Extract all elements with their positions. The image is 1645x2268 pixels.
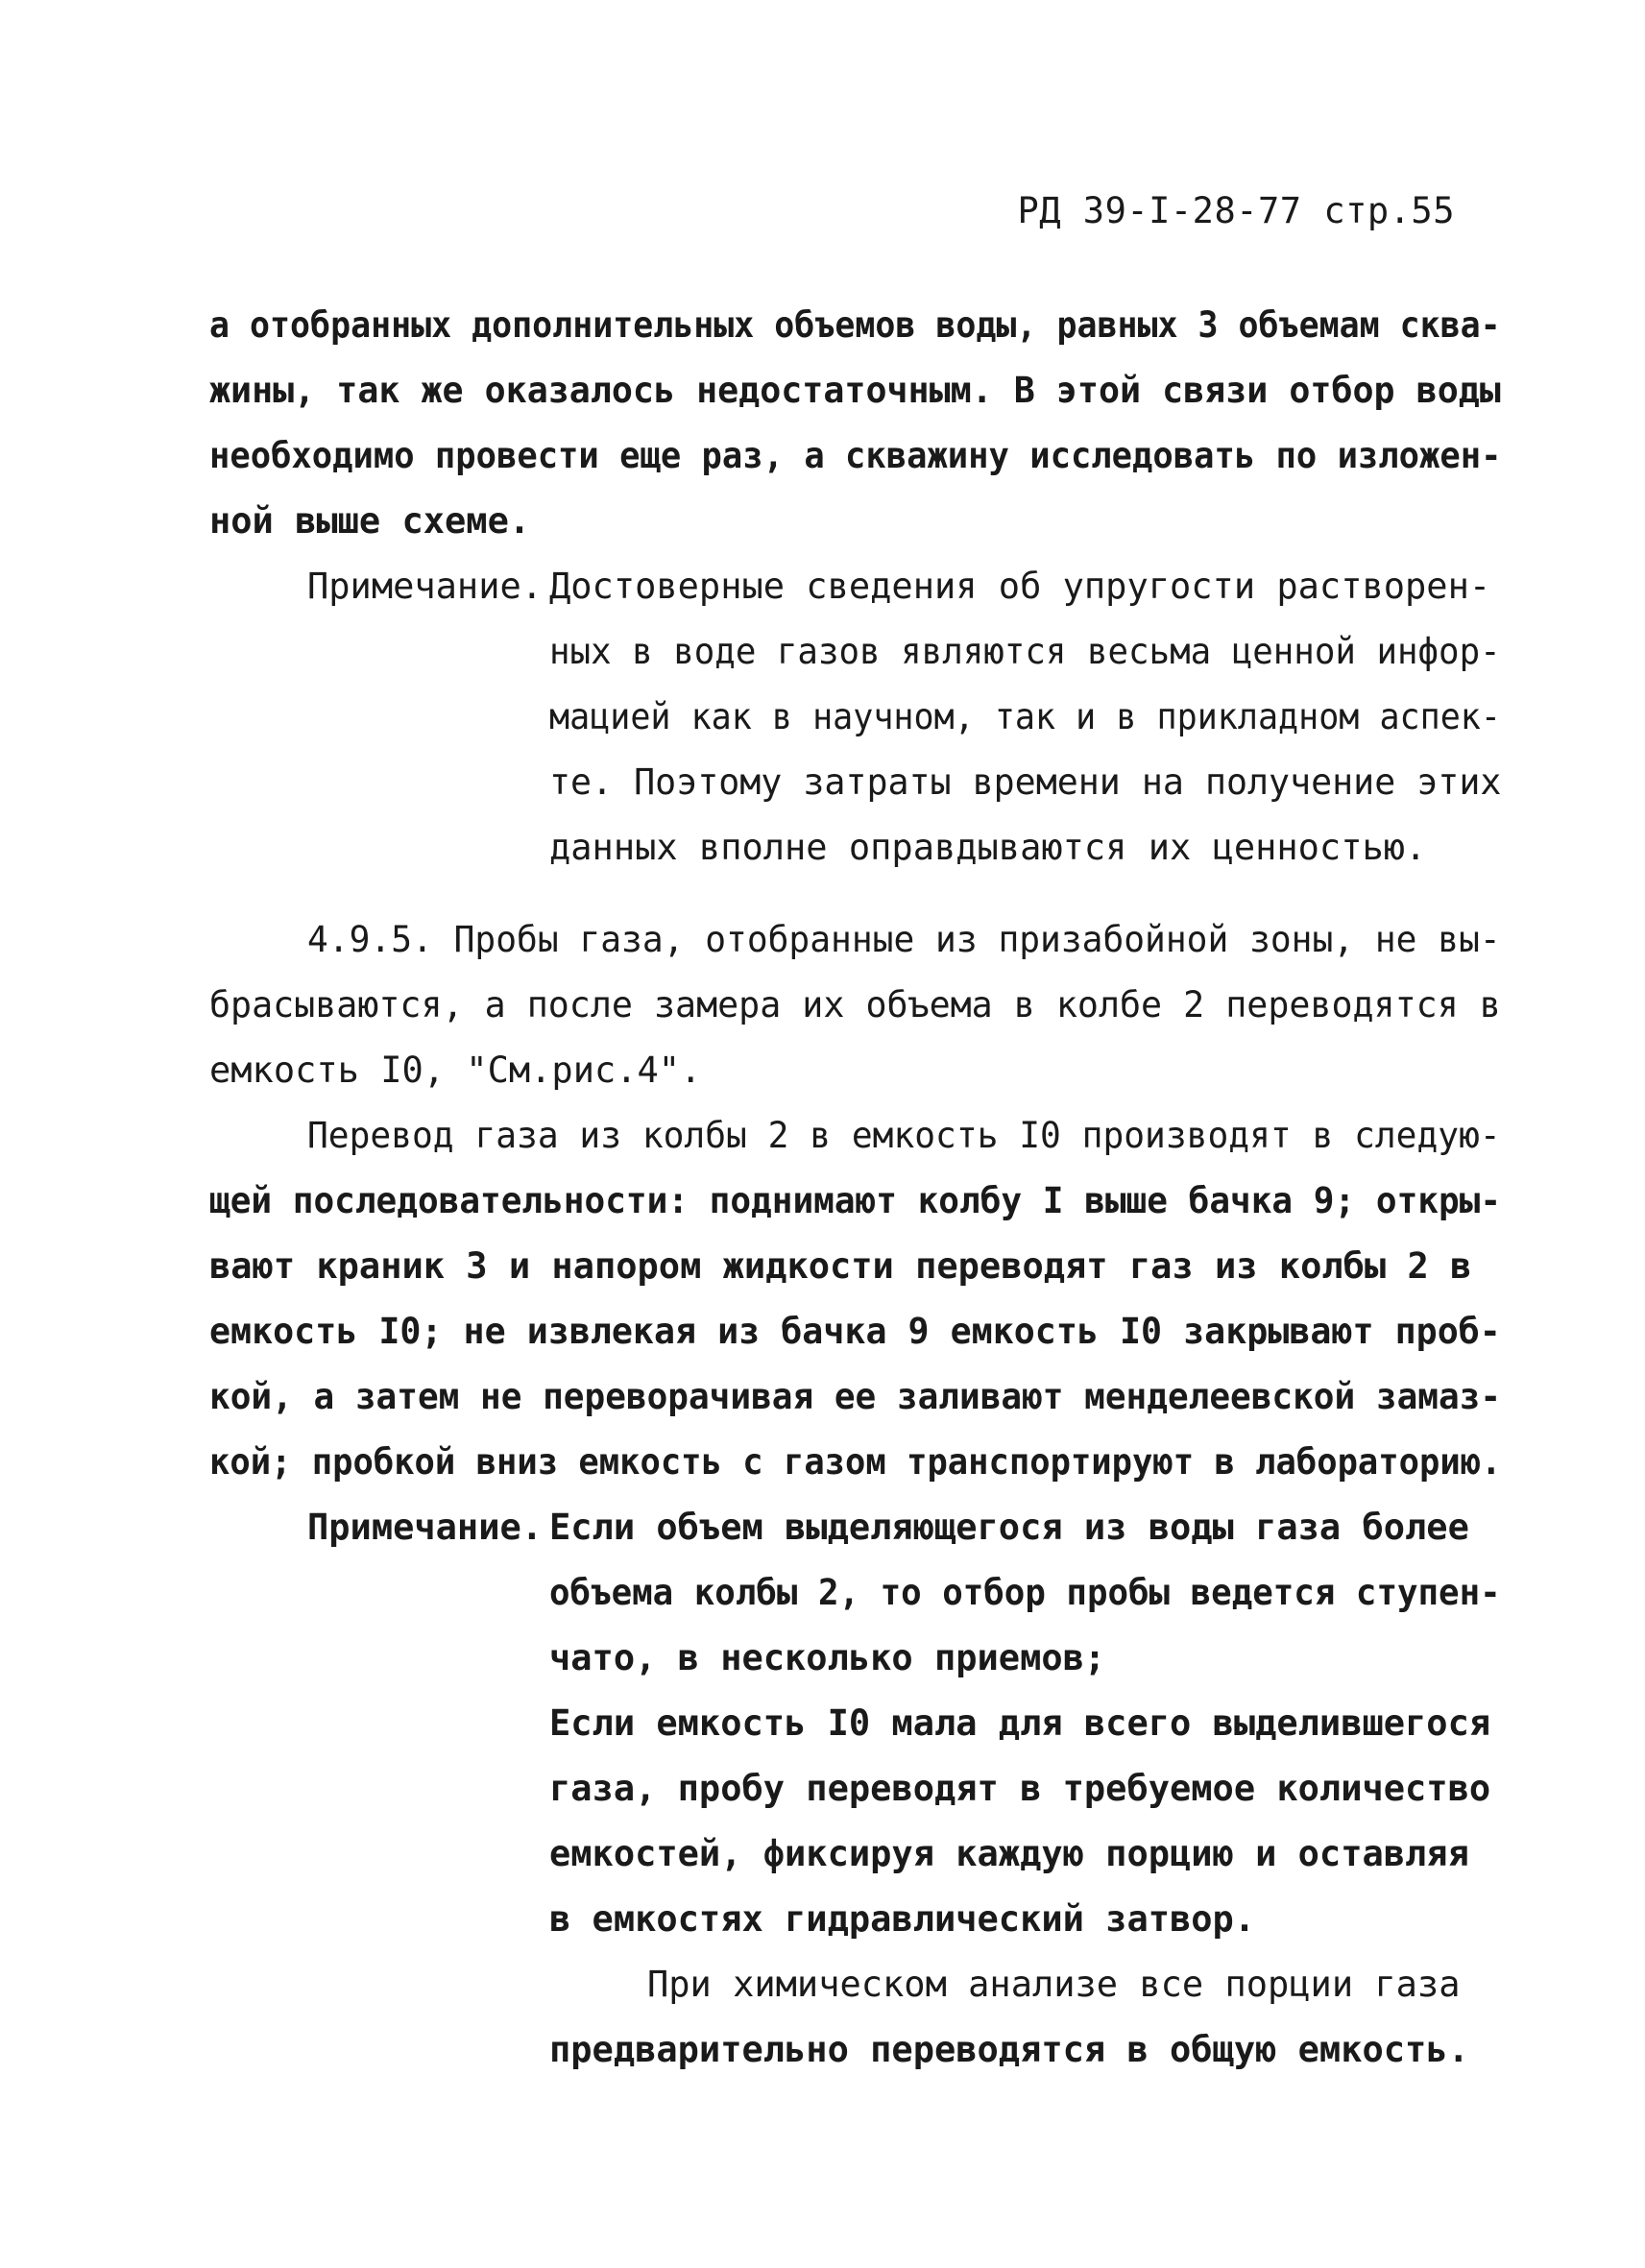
text-line: объема колбы 2, то отбор пробы ведется ступен-	[549, 1572, 1501, 1613]
text-line: те. Поэтому затраты времени на получение этих	[549, 761, 1502, 803]
text-line: При химическом анализе все порции газа	[647, 1964, 1461, 2005]
text-line: Достоверные сведения об упругости растворен-	[549, 566, 1491, 607]
text-line: емкость I0, "См.рис.4".	[209, 1050, 702, 1091]
note-label: Примечание.	[307, 1507, 544, 1548]
text-line: данных вполне оправдываются их ценностью.	[549, 827, 1427, 868]
text-line: необходимо провести еще раз, а скважину исследовать по изложен-	[209, 435, 1502, 476]
text-line: чато, в несколько приемов;	[549, 1637, 1106, 1678]
text-line: мацией как в научном, так и в прикладном аспек-	[549, 696, 1501, 737]
text-line: в емкостях гидравлический затвор.	[549, 1898, 1256, 1940]
text-line: а отобранных дополнительных объемов воды, равных 3 объемам сква-	[209, 304, 1501, 346]
text-line: Если емкость I0 мала для всего выделившегося	[549, 1702, 1491, 1744]
text-line: емкостей, фиксируя каждую порцию и оставляя	[549, 1833, 1469, 1874]
page-header: РД 39-I-28-77 стр.55	[1017, 190, 1455, 231]
text-line: 4.9.5. Пробы газа, отобранные из призабойной зоны, не вы-	[307, 919, 1501, 960]
text-line: вают краник 3 и напором жидкости переводят газ из колбы 2 в	[209, 1245, 1472, 1287]
text-line: Если объем выделяющегося из воды газа более	[549, 1507, 1469, 1548]
text-line: предварительно переводятся в общую емкость.	[549, 2029, 1469, 2070]
text-line: кой; пробкой вниз емкость с газом транспортируют в лабораторию.	[209, 1441, 1502, 1483]
text-line: жины, так же оказалось недостаточным. В этой связи отбор воды	[209, 370, 1501, 411]
text-line: щей последовательности: поднимают колбу I выше бачка 9; откры-	[209, 1180, 1502, 1221]
text-line: кой, а затем не переворачивая ее заливают менделеевской замаз-	[209, 1376, 1502, 1417]
text-line: газа, пробу переводят в требуемое количество	[549, 1768, 1491, 1809]
text-line: ных в воде газов являются весьма ценной инфор-	[549, 631, 1501, 672]
text-line: ной выше схеме.	[209, 500, 531, 542]
text-line: брасываются, а после замера их объема в колбе 2 переводятся в	[209, 984, 1501, 1025]
note-label: Примечание.	[307, 566, 544, 607]
text-line: емкость I0; не извлекая из бачка 9 емкость I0 закрывают проб-	[209, 1311, 1501, 1352]
text-line: Перевод газа из колбы 2 в емкость I0 производят в следую-	[307, 1115, 1501, 1156]
